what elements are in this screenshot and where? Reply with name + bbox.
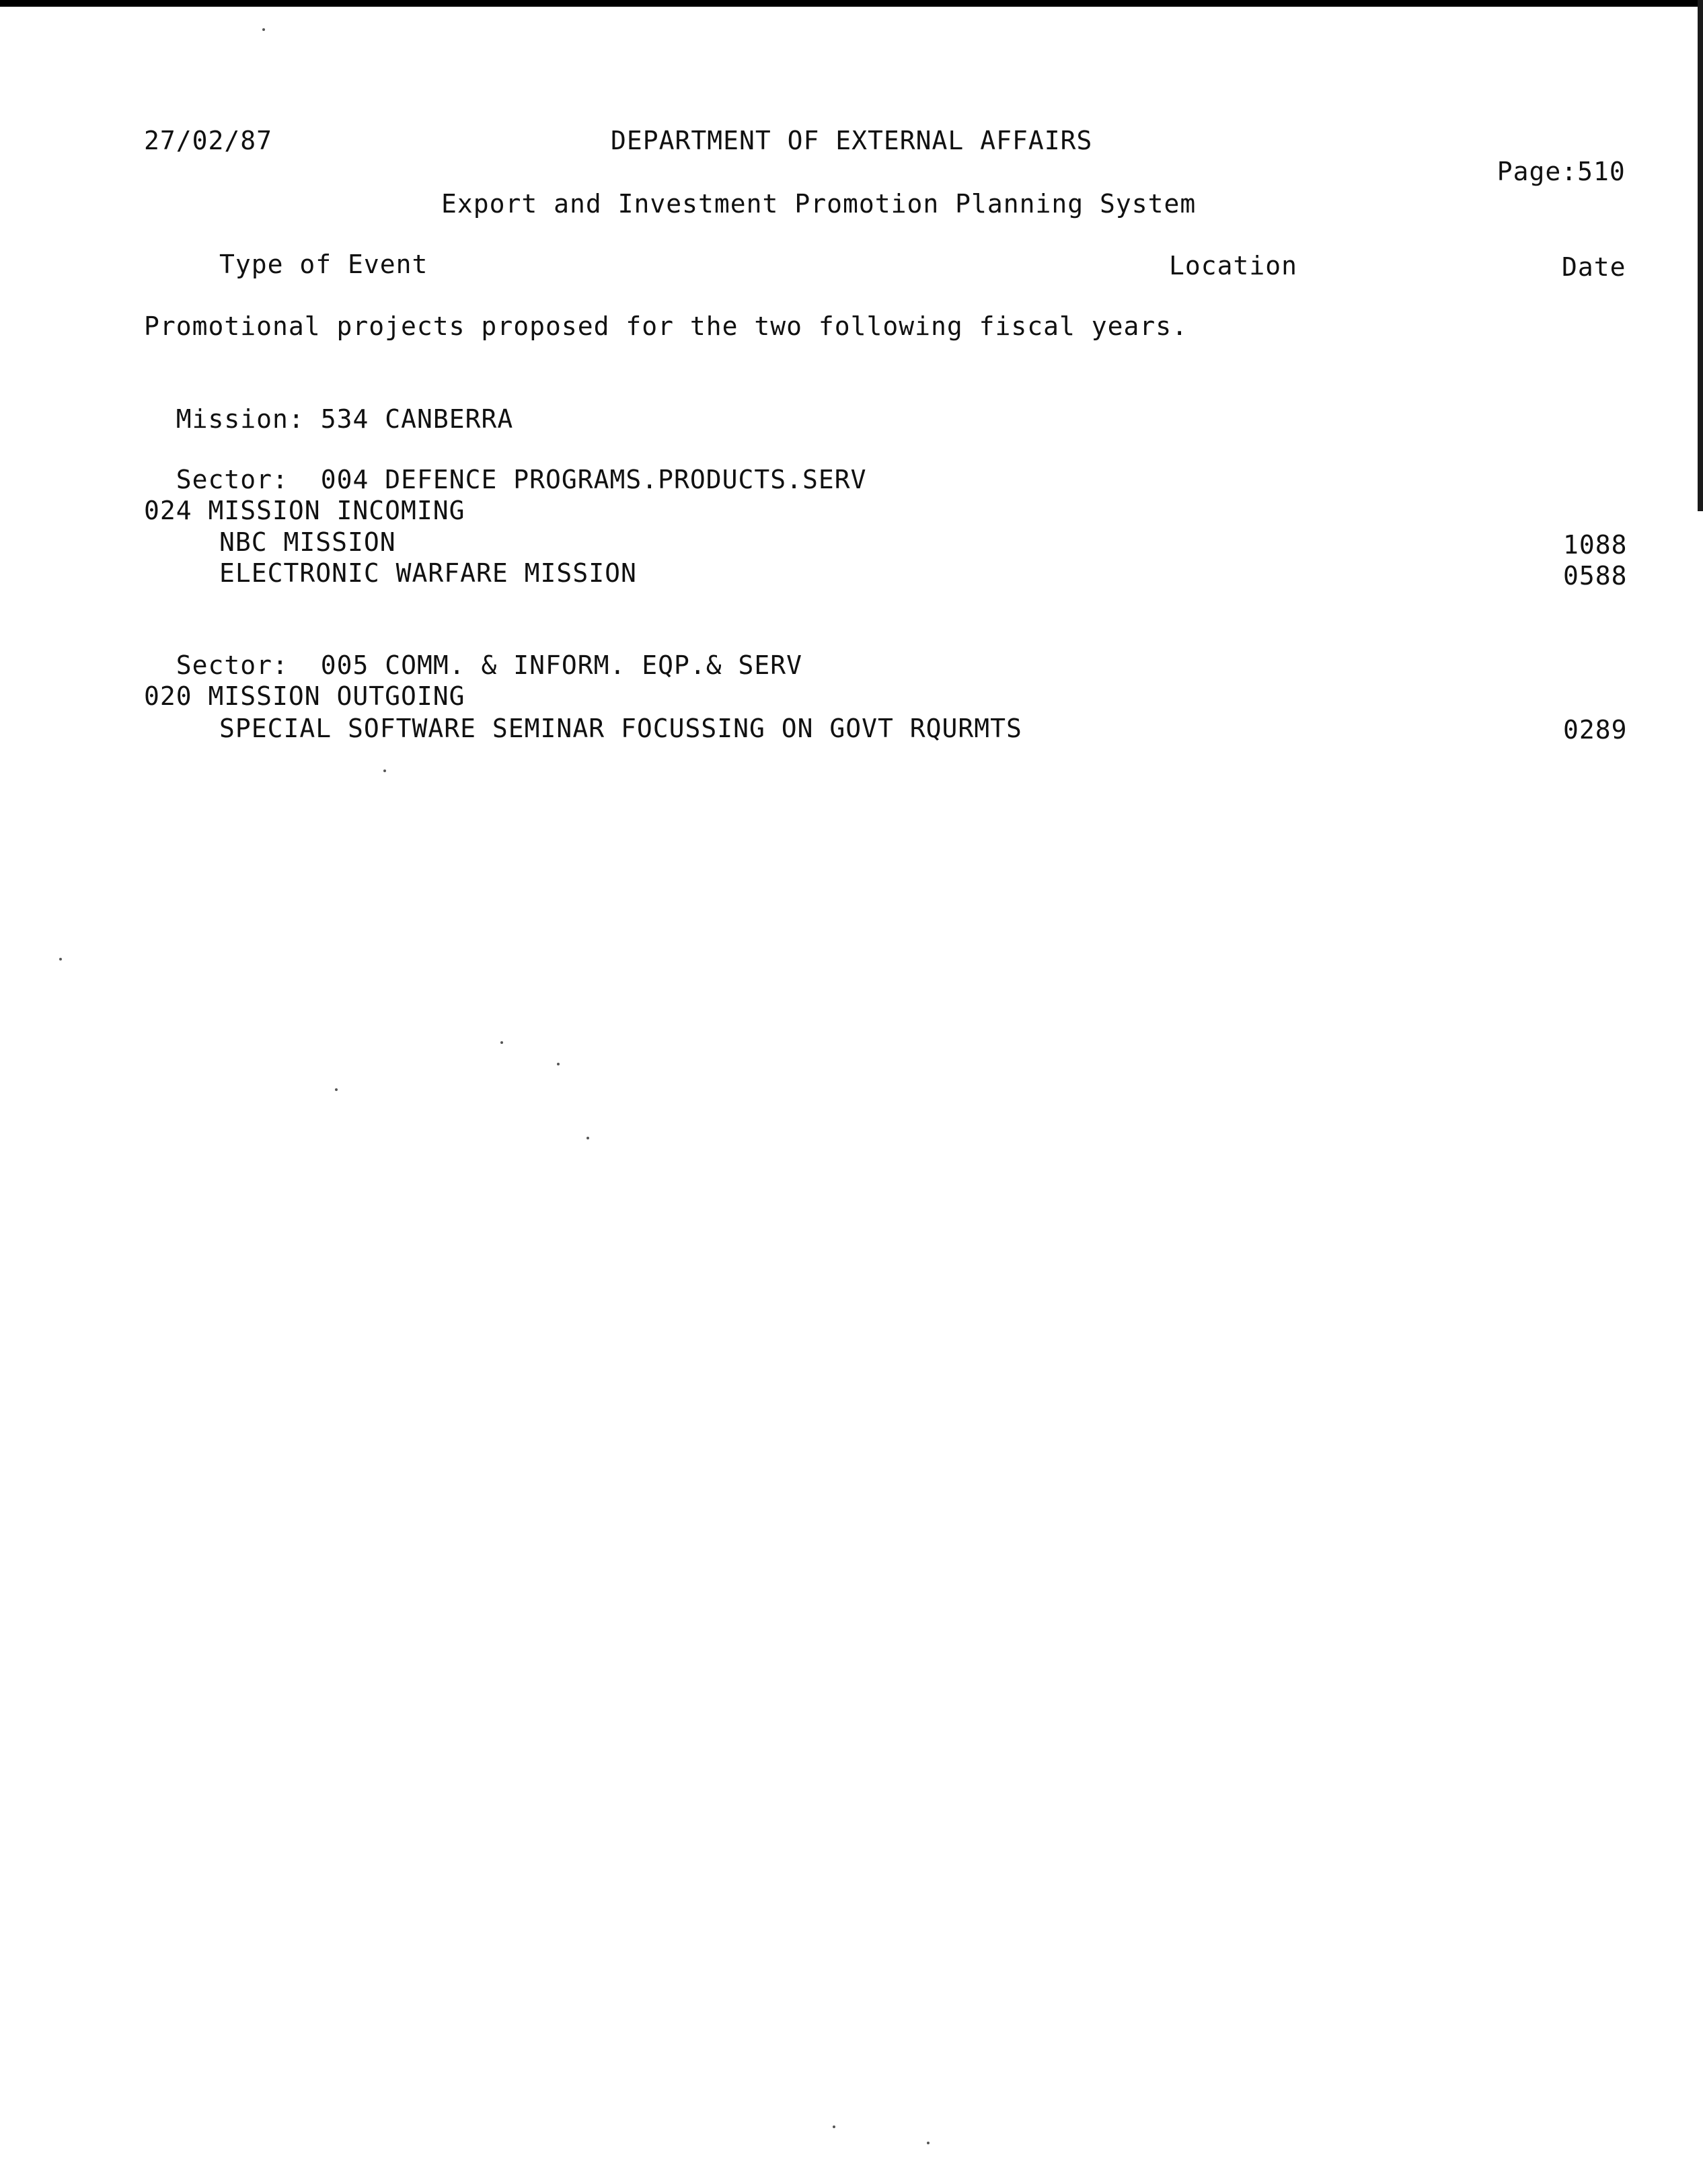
sector-label: Sector:: [176, 650, 289, 680]
scan-speck: [833, 2125, 835, 2128]
mission-label: Mission:: [176, 404, 305, 434]
event-category: 024 MISSION INCOMING: [144, 496, 465, 525]
sector-value: 004 DEFENCE PROGRAMS.PRODUCTS.SERV: [320, 465, 867, 494]
system-title: Export and Investment Promotion Planning System: [441, 189, 1197, 219]
sector-value: 005 COMM. & INFORM. EQP.& SERV: [320, 650, 803, 680]
event-name: NBC MISSION: [219, 527, 396, 557]
department-title: DEPARTMENT OF EXTERNAL AFFAIRS: [611, 126, 1093, 155]
event-date: 0588: [1563, 561, 1628, 591]
scan-speck: [335, 1088, 338, 1091]
column-header-date: Date: [1562, 252, 1626, 282]
scan-edge-top: [0, 0, 1703, 7]
scan-speck: [500, 1041, 503, 1044]
scan-speck: [586, 1137, 589, 1139]
event-date: 1088: [1563, 530, 1628, 560]
scan-speck: [59, 958, 62, 961]
event-name: SPECIAL SOFTWARE SEMINAR FOCUSSING ON GOVT RQURMTS: [219, 714, 1022, 743]
event-name: ELECTRONIC WARFARE MISSION: [219, 558, 637, 588]
report-date: 27/02/87: [144, 126, 273, 155]
sector-line: [144, 619, 802, 681]
scan-speck: [262, 28, 265, 31]
event-date: 0289: [1563, 715, 1628, 745]
column-header-type-of-event: Type of Event: [219, 250, 428, 279]
scan-speck: [927, 2142, 930, 2144]
intro-text: Promotional projects proposed for the two following fiscal years.: [144, 311, 1188, 341]
mission-line: [144, 373, 513, 435]
sector-label: Sector:: [176, 465, 289, 494]
page-number: 510: [1577, 157, 1626, 186]
page-label: Page:: [1497, 157, 1578, 186]
scan-speck: [383, 769, 386, 772]
column-header-location: Location: [1169, 251, 1298, 280]
scan-edge-right: [1698, 0, 1703, 511]
page-indicator: [1465, 125, 1626, 187]
mission-value: 534 CANBERRA: [320, 404, 514, 434]
scan-speck: [557, 1063, 560, 1065]
sector-line: [144, 433, 867, 495]
event-category: 020 MISSION OUTGOING: [144, 681, 465, 711]
